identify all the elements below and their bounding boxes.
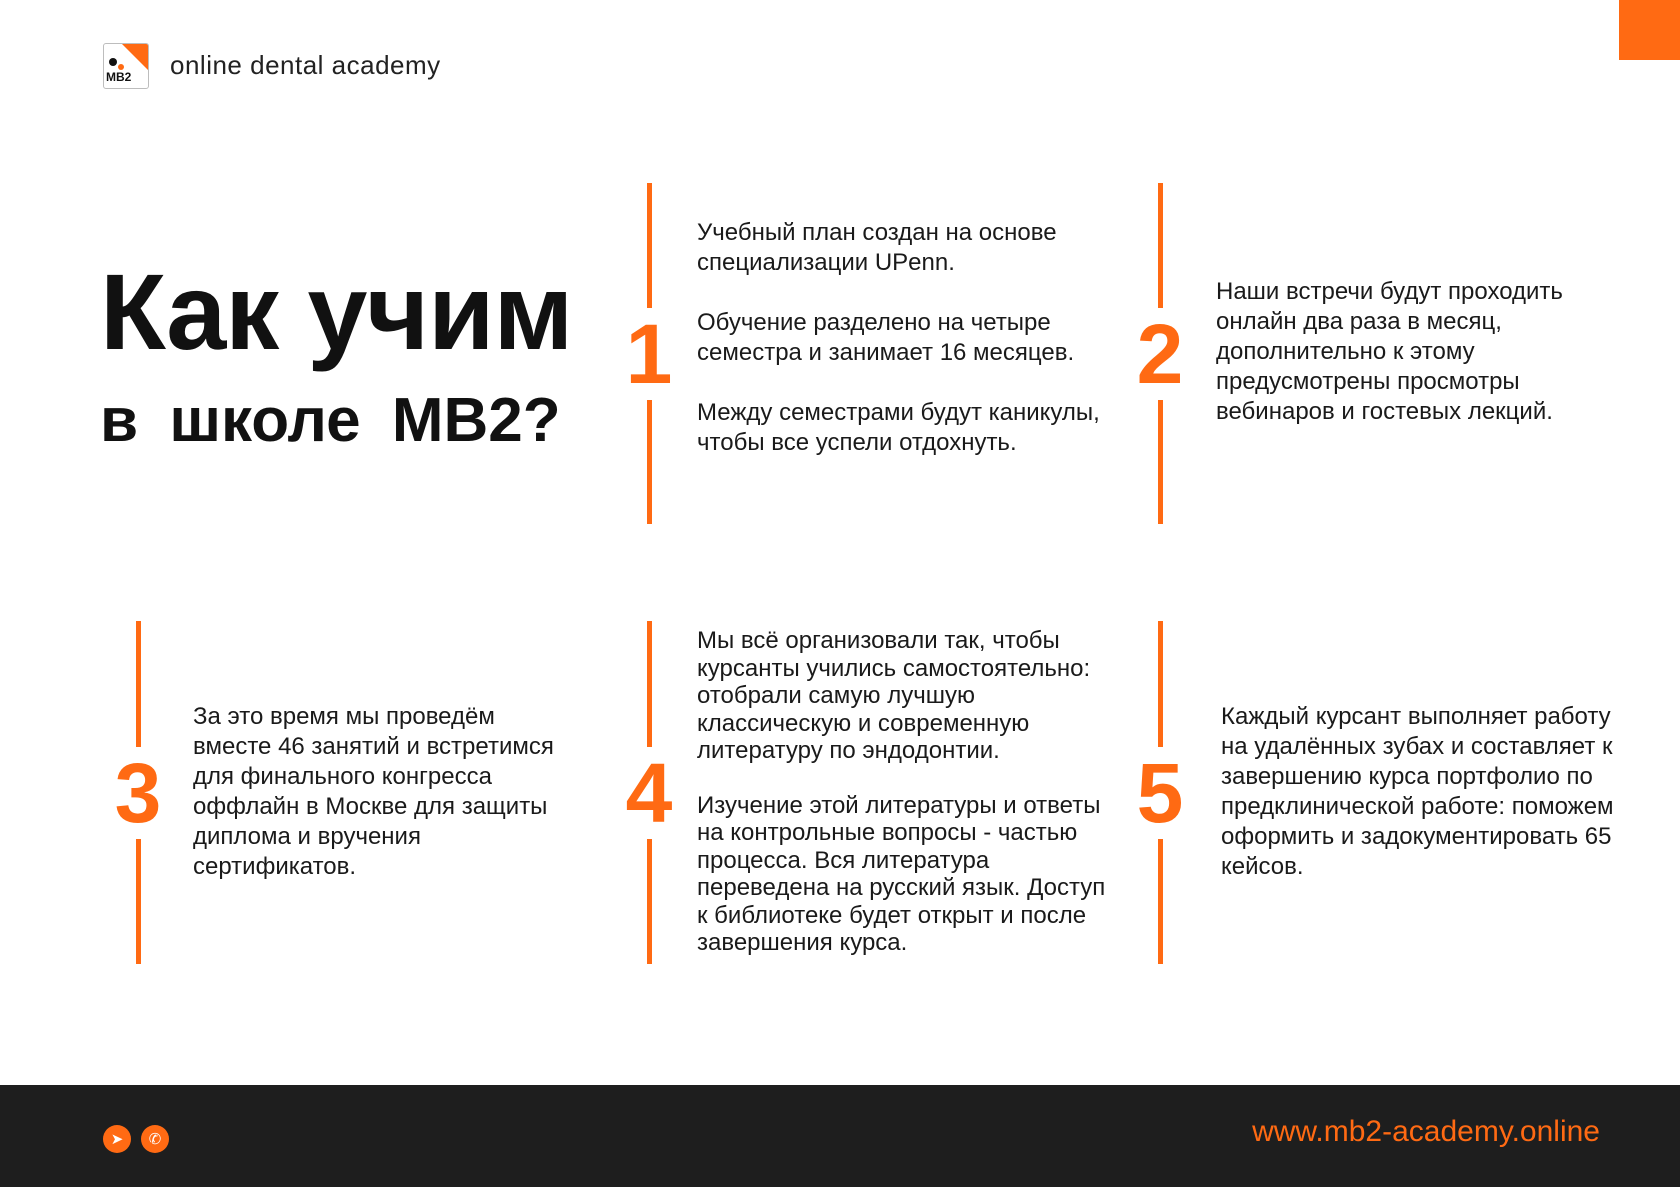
step-4-number: 4 <box>604 747 694 839</box>
step-4-paragraph: Мы всё организовали так, чтобы курсанты учились самостоятельно: отобрали самую лучшую классическую и современную литературу по эндодонтии. <box>697 627 1091 764</box>
step-1-text <box>697 218 1127 458</box>
title-line-2: в школе MB2? <box>100 386 561 455</box>
step-5-number: 5 <box>1115 747 1205 839</box>
corner-accent <box>1619 0 1680 60</box>
step-3-paragraph: За это время мы проведём вместе 46 занятий и встретимся для финального конгресса оффлайн в Москве для защиты диплома и вручения сертификатов. <box>193 703 554 880</box>
logo-dot-icon <box>109 58 117 66</box>
step-1-paragraph: Обучение разделено на четыре семестра и занимает 16 месяцев. <box>697 309 1075 366</box>
logo-triangle-icon <box>122 44 148 70</box>
logo-text: MB2 <box>106 70 132 84</box>
step-2-paragraph: Наши встречи будут проходить онлайн два раза в месяц, дополнительно к этому предусмотрены просмотры вебинаров и гостевых лекций. <box>1216 278 1563 425</box>
mb2-logo <box>103 43 149 89</box>
telegram-icon[interactable]: ➤ <box>103 1125 131 1153</box>
title-line-1: Как учим <box>100 251 573 372</box>
brand-name: online dental academy <box>170 50 441 80</box>
step-4-paragraph: Изучение этой литературы и ответы на контрольные вопросы - частью процесса. Вся литература переведена на русский язык. Доступ к библиотеке будет открыт и после завершения курса. <box>697 791 1106 956</box>
website-link[interactable]: www.mb2-academy.online <box>1252 1115 1600 1148</box>
page-title <box>100 251 573 455</box>
footer <box>0 1085 1680 1187</box>
step-5-text <box>1221 702 1631 882</box>
step-1-paragraph: Учебный план создан на основе специализации UPenn. <box>697 219 1057 276</box>
step-4-text <box>697 627 1122 957</box>
step-1-paragraph: Между семестрами будут каникулы, чтобы все успели отдохнуть. <box>697 399 1100 456</box>
step-2-number: 2 <box>1115 308 1205 400</box>
whatsapp-icon[interactable]: ✆ <box>141 1125 169 1153</box>
step-5-paragraph: Каждый курсант выполняет работу на удалённых зубах и составляет к завершению курса портфолио по предклинической работе: поможем оформить и задокументировать 65 кейсов. <box>1221 703 1614 880</box>
step-3-text <box>193 702 578 882</box>
step-3-number: 3 <box>93 747 183 839</box>
step-2-text <box>1216 277 1596 427</box>
step-1-number: 1 <box>604 308 694 400</box>
